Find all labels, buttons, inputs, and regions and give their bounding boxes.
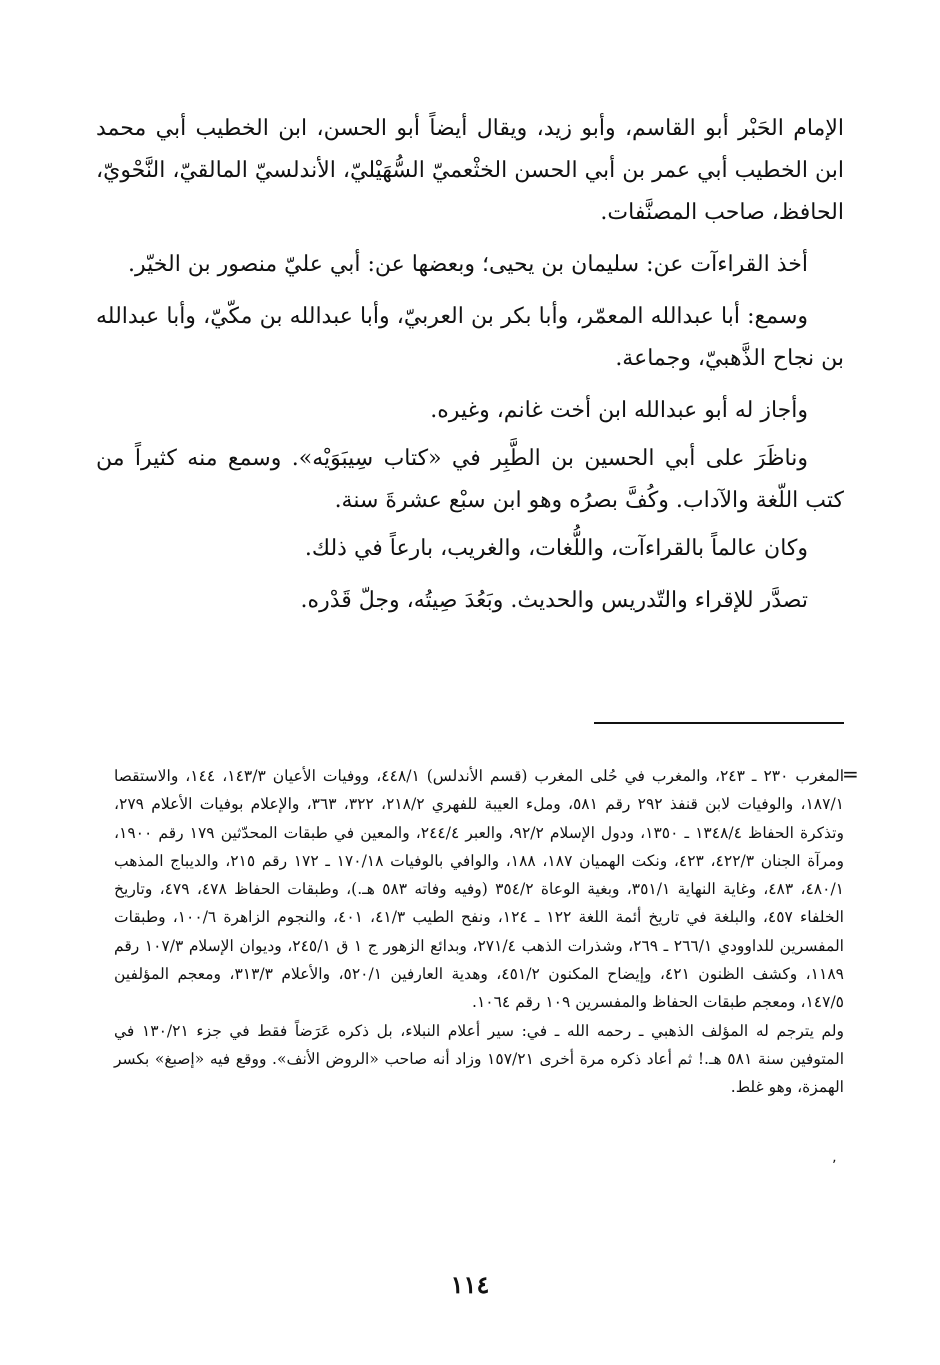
biography-intro-paragraph: الإمام الحَبْر أبو القاسم، وأبو زيد، ويقال أيضاً أبو الحسن، ابن الخطيب أبي محمد ابن الخطيب أبي عمر بن أبي الحسن الخثْعميّ السُّهَيْليّ، الأندلسيّ المالقيّ، النَّحْويّ، الحافظ، صاحب المصنَّفات.	[96, 116, 844, 225]
footnote-continuation-marker: =	[842, 762, 859, 786]
main-text-block	[96, 108, 844, 632]
footnote-separator-line	[594, 722, 844, 724]
margin-tick-mark: ٬	[832, 1158, 837, 1174]
debate-paragraph: وناظَرَ على أبي الحسين بن الطَّبِر في «كتاب سِيبَوَيْه». وسمع منه كثيراً من كتب اللّغة والآداب. وكُفَّ بصرُه وهو ابن سبْع عشرةَ سنة.	[96, 446, 844, 513]
hearing-paragraph: وسمع: أبا عبدالله المعمّر، وأبا بكر بن العربيّ، وأبا عبدالله بن مكّيّ، وأبا عبدالله بن نجاح الذَّهبيّ، وجماعة.	[96, 304, 844, 371]
license-paragraph: وأجاز له أبو عبدالله ابن أخت غانم، وغيره.	[430, 398, 808, 423]
teaching-paragraph: تصدَّر للإقراء والتّدريس والحديث. وبَعُدَ صِيتُه، وجلّ قَدْره.	[300, 588, 808, 613]
teachers-recitation-paragraph: أخذ القراءآت عن: سليمان بن يحيى؛ وبعضها عن: أبي عليّ منصور بن الخيّر.	[128, 252, 808, 277]
footnote-note-paragraph: ولم يترجم له المؤلف الذهبي ـ رحمه الله ـ في: سير أعلام النبلاء، بل ذكره عَرَضاً فقط في جزء ١٣٠/٢١ في المتوفين سنة ٥٨١ هـ.! ثم أعاد ذكره مرة أخرى ١٥٧/٢١ وزاد أنه صاحب «الروض الأنف». ووقع فيه «إصبغ» بكسر الهمزة، وهو غلط.	[114, 1021, 845, 1097]
footnote-sources-paragraph: المغرب ٢٣٠ ـ ٢٤٣، والمغرب في حُلى المغرب (قسم الأندلس) ٤٤٨/١، ووفيات الأعيان ١٤٣/٣، ١٤٤، والاستقصا ١٨٧/١، والوفيات لابن قنفذ ٢٩٢ رقم ٥٨١، وملء العيبة للفهري ٢١٨/٢، ٣٢٢، ٣٦٣، والإعلام بوفيات الأعلام ٢٧٩، وتذكرة الحفاظ ١٣٤٨/٤ ـ ١٣٥٠، ودول الإسلام ٩٢/٢، والعبر ٢٤٤/٤، والمعين في طبقات المحدّثين ١٧٩ رقم ١٩٠٠، ومرآة الجنان ٤٢٢/٣، ٤٢٣، ونكت الهميان ١٨٧، ١٨٨، والوافي بالوفيات ١٧٠/١٨ ـ ١٧٢ رقم ٢١٥، والديباج المذهب ٤٨٠/١، ٤٨٣، وغاية النهاية ٣٥١/١، وبغية الوعاة ٣٥٤/٢ (وفيه وفاته ٥٨٣ هـ.)، وطبقات الحفاظ ٤٧٨، ٤٧٩، وتاريخ الخلفاء ٤٥٧، والبلغة في تاريخ أئمة اللغة ١٢٢ ـ ١٢٤، ونفح الطيب ٤١/٣، ٤٠١، والنجوم الزاهرة ١٠٠/٦، وطبقات المفسرين للداوودي ٢٦٦/١ ـ ٢٦٩، وشذرات الذهب ٢٧١/٤، وبدائع الزهور ج ١ ق ٢٤٥/١، وديوان الإسلام ١٠٧/٣ رقم ١١٨٩، وكشف الظنون ٤٢١، وإيضاح المكنون ٤٥١/٢، وهدية العارفين ٥٢٠/١، والأعلام ٣١٣/٣، ومعجم المؤلفين ١٤٧/٥، ومعجم طبقات الحفاظ والمفسرين ١٠٩ رقم ١٠٦٤.	[114, 767, 845, 1012]
page-number: ١١٤	[450, 1270, 490, 1299]
footnotes-block	[114, 762, 844, 1102]
expertise-paragraph: وكان عالماً بالقراءآت، واللُّغات، والغريب، بارعاً في ذلك.	[304, 536, 808, 561]
